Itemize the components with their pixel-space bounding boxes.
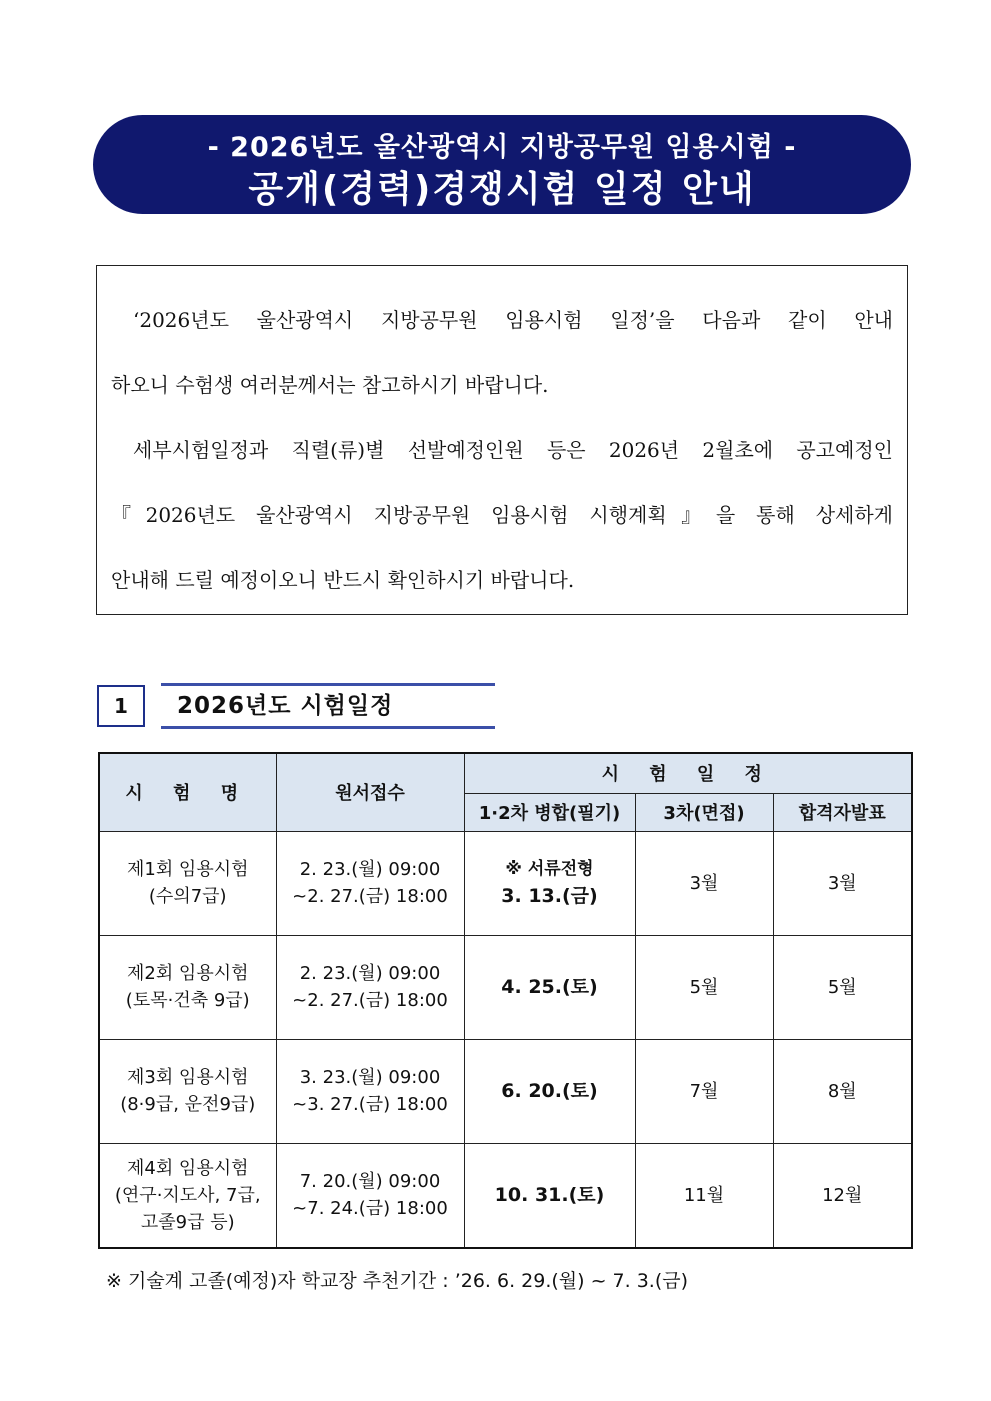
header-schedule: 시 험 일 정 (464, 753, 912, 793)
exam-grade: (수의7급) (148, 886, 227, 907)
interview-cell: 7월 (635, 1039, 773, 1143)
notice-line: 하오니 수험생 여러분께서는 참고하시기 바랍니다. (111, 373, 549, 397)
header-result: 합격자발표 (773, 793, 912, 831)
interview-cell: 5월 (635, 935, 773, 1039)
title-banner (93, 115, 911, 214)
apply-end: ~7. 24.(금) 18:00 (292, 1198, 448, 1219)
exam-name-cell (99, 1143, 276, 1248)
apply-end: ~2. 27.(금) 18:00 (292, 990, 448, 1011)
header-written: 1·2차 병합(필기) (464, 793, 635, 831)
application-cell (276, 1039, 464, 1143)
result-cell: 5월 (773, 935, 912, 1039)
apply-end: ~2. 27.(금) 18:00 (292, 886, 448, 907)
application-cell (276, 935, 464, 1039)
exam-grade: (8·9급, 운전9급) (120, 1094, 256, 1115)
written-cell: 4. 25.(토) (464, 935, 635, 1039)
written-cell: 6. 20.(토) (464, 1039, 635, 1143)
written-note: ※ 서류전형 (505, 859, 594, 879)
exam-name: 제1회 임용시험 (126, 859, 249, 880)
result-cell: 12월 (773, 1143, 912, 1248)
notice-line: 『2026년도 울산광역시 지방공무원 임용시험 시행계획』을 통해 상세하게 (111, 503, 893, 527)
application-cell (276, 831, 464, 935)
schedule-table (98, 752, 913, 1249)
notice-line: 안내해 드릴 예정이오니 반드시 확인하시기 바랍니다. (111, 568, 575, 592)
exam-grade-cont: 고졸9급 등) (140, 1211, 235, 1233)
apply-start: 7. 20.(월) 09:00 (299, 1171, 441, 1192)
table-row (99, 1143, 912, 1248)
exam-grade: (토목·건축 9급) (125, 990, 250, 1011)
exam-grade: (연구·지도사, 7급, (114, 1184, 261, 1206)
footnote: ※ 기술계 고졸(예정)자 학교장 추천기간 : ’26. 6. 29.(월) ~ 7. 3.(금) (106, 1270, 689, 1292)
result-cell: 3월 (773, 831, 912, 935)
section-number: 1 (97, 685, 145, 727)
exam-name-cell (99, 935, 276, 1039)
apply-end: ~3. 27.(금) 18:00 (292, 1094, 448, 1115)
interview-cell: 11월 (635, 1143, 773, 1248)
apply-start: 3. 23.(월) 09:00 (299, 1067, 441, 1088)
application-cell (276, 1143, 464, 1248)
notice-line: ‘2026년도 울산광역시 지방공무원 임용시험 일정’을 다음과 같이 안내 (133, 308, 893, 332)
interview-cell: 3월 (635, 831, 773, 935)
banner-subtitle: - 2026년도 울산광역시 지방공무원 임용시험 - (207, 132, 797, 163)
banner-title: 공개(경력)경쟁시험 일정 안내 (248, 169, 756, 210)
section-title: 2026년도 시험일정 (161, 683, 495, 729)
header-interview: 3차(면접) (635, 793, 773, 831)
apply-start: 2. 23.(월) 09:00 (299, 963, 441, 984)
table-row (99, 1039, 912, 1143)
notice-box (96, 265, 908, 615)
exam-name: 제2회 임용시험 (126, 963, 249, 984)
exam-name-cell (99, 831, 276, 935)
written-date: 3. 13.(금) (501, 885, 598, 907)
written-cell (464, 831, 635, 935)
exam-name: 제4회 임용시험 (126, 1157, 249, 1179)
exam-name: 제3회 임용시험 (126, 1067, 249, 1088)
written-cell: 10. 31.(토) (464, 1143, 635, 1248)
apply-start: 2. 23.(월) 09:00 (299, 859, 441, 880)
result-cell: 8월 (773, 1039, 912, 1143)
header-exam-name: 시 험 명 (99, 753, 276, 831)
table-row (99, 831, 912, 935)
exam-name-cell (99, 1039, 276, 1143)
header-application: 원서접수 (276, 753, 464, 831)
table-row (99, 935, 912, 1039)
notice-line: 세부시험일정과 직렬(류)별 선발예정인원 등은 2026년 2월초에 공고예정인 (133, 438, 893, 462)
